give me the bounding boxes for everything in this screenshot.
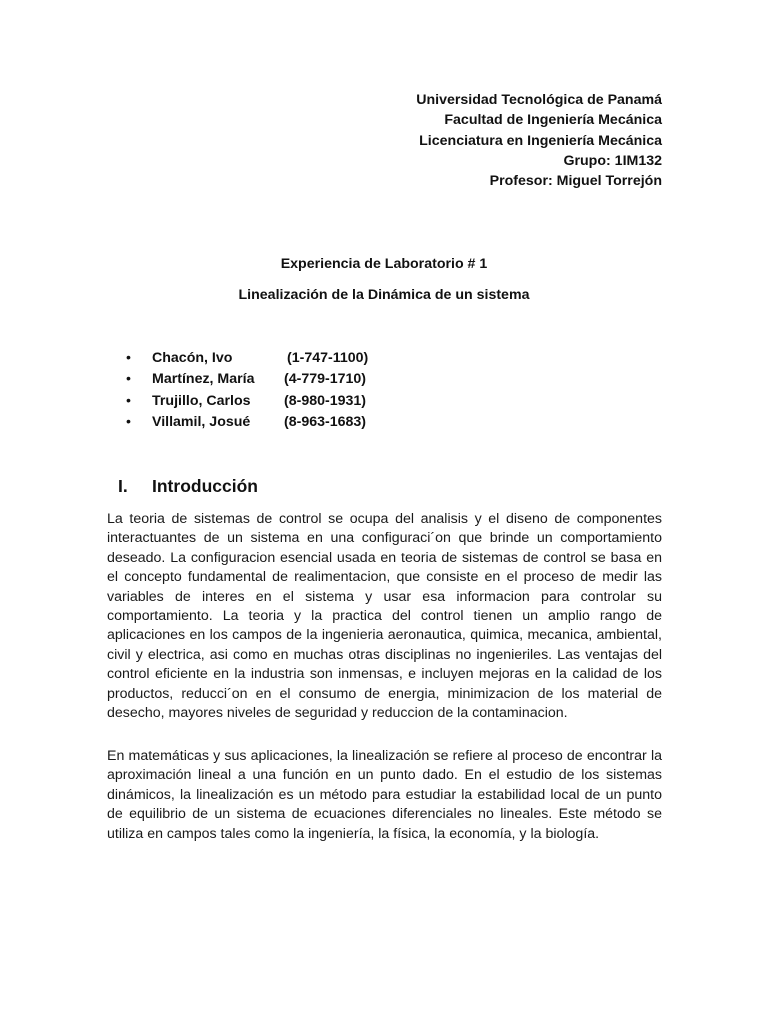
student-list-item [126, 412, 426, 433]
student-name: Martínez, María [152, 371, 255, 388]
bullet-icon: • [126, 371, 131, 388]
student-name: Trujillo, Carlos [152, 392, 251, 409]
faculty-name: Facultad de Ingeniería Mecánica [444, 112, 662, 129]
group-label: Grupo: 1IM132 [563, 152, 662, 169]
student-list-item [126, 391, 426, 412]
bullet-icon: • [126, 414, 131, 431]
student-list-item [126, 369, 426, 390]
student-list-item [126, 348, 426, 369]
student-list [126, 348, 426, 434]
student-id: (4-779-1710) [284, 371, 367, 388]
bullet-icon: • [126, 350, 131, 366]
lab-topic-title: Linealización de la Dinámica de un sistema [238, 287, 530, 303]
section-heading-introduction [118, 476, 258, 497]
university-name: Universidad Tecnológica de Panamá [416, 92, 662, 108]
degree-name: Licenciatura en Ingeniería Mecánica [419, 132, 662, 149]
introduction-paragraph-control-theory: La teoria de sistemas de control se ocupa del analisis y el diseno de componentes interactuantes de un sistema en una configuraci´on que brinde un comportamiento deseado. La configuracion esencial usada en teoria de sistemas de control se basa en el concepto fundamental de realimentacion, que consiste en el proceso de medir las variables de interes en el sistema y usar esa informacion para controlar su comportamiento. La teoria y la practica del control tienen un amplio rango de aplicaciones en los campos de la ingenieria aeronautica, quimica, mecanica, ambiental, civil y electrica, asi como en muchas otras disciplinas no ingenieriles. Las ventajas del control eficiente en la industria son inmensas, e incluyen mejoras en la calidad de los productos, reducci´on en el consumo de energia, minimizacion de los material de desecho, mayores niveles de seguridad y reduccion de la contaminacion. [107, 511, 662, 722]
section-title: Introducción [152, 476, 258, 496]
bullet-icon: • [126, 392, 131, 409]
section-number: I. [118, 476, 128, 496]
student-id: (1-747-1100) [287, 350, 369, 366]
professor-label: Profesor: Miguel Torrejón [489, 173, 662, 190]
introduction-paragraph-linearization: En matemáticas y sus aplicaciones, la linealización se refiere al proceso de encontrar la aproximación lineal a una función en un punto dado. En el estudio de los sistemas dinámicos, la linealización es un método para estudiar la estabilidad local de un punto de equilibrio de un sistema de ecuaciones diferenciales no lineales. Este método se utiliza en campos tales como la ingeniería, la física, la economía, y la biología. [107, 748, 662, 842]
student-name: Villamil, Josué [152, 414, 251, 431]
document-header [416, 90, 662, 191]
lab-experience-title: Experiencia de Laboratorio # 1 [280, 256, 488, 272]
student-id: (8-980-1931) [284, 392, 367, 409]
student-id: (8-963-1683) [284, 414, 367, 431]
student-name: Chacón, Ivo [152, 350, 233, 366]
